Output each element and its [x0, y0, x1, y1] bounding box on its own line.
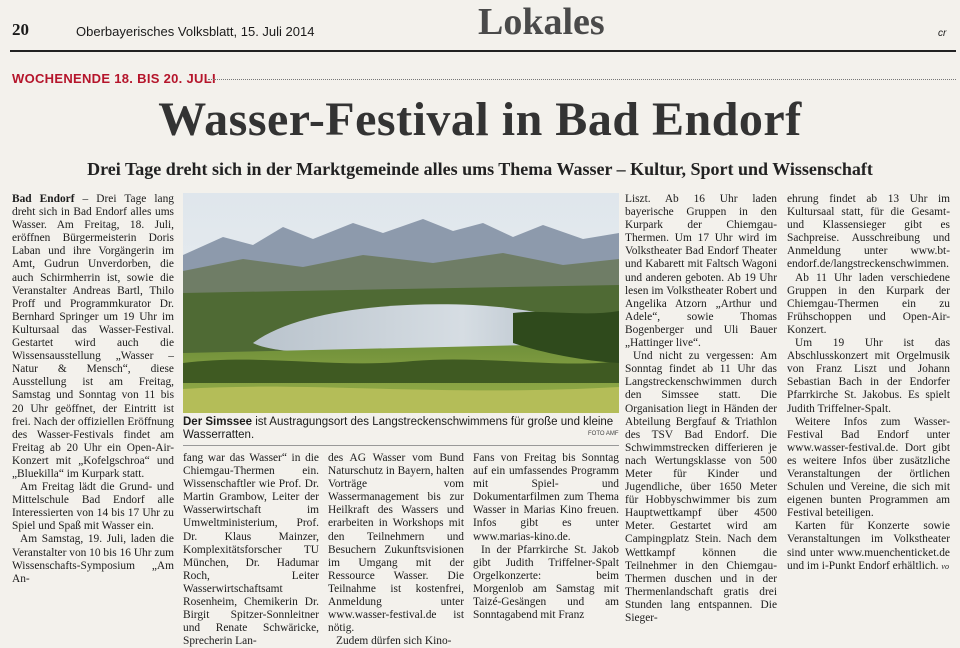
paragraph: Karten für Konzerte sowie Veranstaltungen im Volkstheater sind unter www.muenchenticket.de und im i-Punkt Endorf erhältlich. vo — [787, 520, 950, 572]
paragraph: ehrung findet ab 13 Uhr im Kultursaal statt, für die Gesamt- und Klassensieger gibt es Sachpreise. Ausschreibung und Anmeldung unter www.bt-endorf.de/langstreckenschwimmen. — [787, 193, 950, 271]
paragraph: Zudem dürfen sich Kino- — [336, 635, 452, 648]
kicker-dotted-line — [208, 79, 956, 80]
section-title: Lokales — [478, 1, 605, 43]
paragraph: In der Pfarrkirche St. Jakob gibt Judith Triffelner-Spalt Orgelkonzerte: beim Morgenlob am Samstag mit Taizé-Gesängen und am Sonntagabend mit Franz — [473, 543, 619, 622]
article-column-4 — [473, 452, 619, 622]
kicker: WOCHENENDE 18. BIS 20. JULI — [12, 71, 216, 86]
header-rule — [10, 50, 956, 52]
page-number: 20 — [12, 20, 29, 39]
article-column-6 — [787, 193, 950, 619]
corner-mark: cr — [938, 28, 947, 39]
paragraph: Fans von Freitag bis Sonntag auf ein umfassendes Programm mit Spiel- und Dokumentarfilmen zum Thema Wasser in Marias Kino freuen. Infos gibt es unter www.marias-kino.de. — [473, 452, 619, 543]
author-mark: vo — [941, 561, 949, 571]
paragraph: – Drei Tage lang dreht sich in Bad Endorf alles ums Wasser. Am Freitag, 18. Juli, eröffnen Bürgermeisterin Doris Laban und ihre Vorgängerin im Amt, Gudrun Unverdorben, die auch Schirmherrin ist, sowie die Veranstalter Andreas Bartl, Thilo Proff und Programmkurator Dr. Bernhard Springer um 19 Uhr im Kultursaal das Wasser-Festival. Gestartet wird auch die Wissensausstellung „Wasser – Natur & Mensch“, diese Ausstellung ist am Freitag, Samstag und Sonntag von 11 bis 20 Uhr geöffnet, der Eintritt ist frei. Nach der offiziellen Eröffnung des Wasser-Festivals findet am Freitag ab 20 Uhr ein Open-Air-Konzert mit „Kofelgschroa“ und „Bluekilla“ im Kurpark statt. — [12, 193, 174, 480]
article-column-1 — [12, 193, 174, 619]
caption-lead: Der Simssee — [183, 416, 253, 428]
paragraph: Weitere Infos zum Wasser-Festival Bad Endorf unter www.wasser-festival.de. Dort gibt es weitere Infos über zusätzliche Veranstaltungen der örtlichen Schulen und Vereine, die sich mit eigenen bunten Programmen am Festival beteiligen. — [787, 415, 950, 520]
photo-caption — [183, 416, 619, 442]
headline: Wasser-Festival in Bad Endorf — [158, 93, 802, 146]
paragraph: fang war das Wasser“ in die Chiemgau-Thermen ein. Wissenschaftler wie Prof. Dr. Martin Grambow, Leiter der Wasserwirtschaft im Umweltministerium, Prof. Dr. Klaus Mainzer, Komplexitätsforscher TU München, Dr. Hadumar Roch, Leiter Wasserwirtschaftsamt Rosenheim, Chemikerin Dr. Birgit Spitzer-Sonnleitner und Renate Schwäricke, Sprecherin Lan- — [183, 452, 319, 648]
caption-rule — [183, 445, 619, 446]
paragraph: Am Samstag, 19. Juli, laden die Veranstalter von 10 bis 16 Uhr zum Wissenschafts-Symposium „Am An- — [12, 533, 174, 585]
paper-name-date: Oberbayerisches Volksblatt, 15. Juli 2014 — [76, 24, 315, 39]
paragraph: Liszt. Ab 16 Uhr laden bayerische Gruppen in den Kurpark der Chiemgau-Thermen. Um 17 Uhr wird im Volkstheater Bad Endorf Theater und Kabarett mit Faltsch Wagoni und anderen geboten. Ab 19 Uhr lesen im Volkstheater Robert und Angelika Atzorn „Arthur und Adele“, sowie Thomas Bogenberger und Uli Bauer „Hattinger live“. — [625, 193, 777, 350]
article-column-5 — [625, 193, 777, 624]
paragraph: des AG Wasser vom Bund Naturschutz in Bayern, halten Vorträge vom Wassermanagement bis zur Heilkraft des Wassers und erarbeiten in Workshops mit den Teilnehmern und Besuchern Zukunftsvisionen im Umgang mit der Ressource Wasser. Die Teilnahme ist kostenfrei, Anmeldung unter www.wasser-festival.de ist nötig. — [328, 452, 465, 635]
paragraph: Und nicht zu vergessen: Am Sonntag findet ab 11 Uhr das Langstreckenschwimmen durch den Simssee statt. Die Organisation liegt in Händen der Abteilung Bergfauf & Triathlon des TSV Bad Endorf. Die Schwimmstrecken differieren je nach Wertungsklasse von 500 Meter für Kinder und Jugendliche, über 1650 Meter für Hobbyschwimmer bis zum Hauptwettkampf über 4500 Meter. Gestartet wird am Campingplatz Stein. Nach dem Wettkampf können die Teilnehmer in den Chiemgau-Thermen duschen und in der Thermenlandschaft gratis drei Stunden lang entspannen. Die Sieger- — [625, 350, 777, 624]
paragraph: Am Freitag lädt die Grund- und Mittelschule Bad Endorf alle Interessierten von 14 bis 17 Uhr zu Spiel und Spaß mit Wasser ein. — [12, 481, 174, 533]
paragraph: Um 19 Uhr ist das Abschlusskonzert mit Orgelmusik von Franz Liszt und Johann Sebastian Bach in der Endorfer Pfarrkirche St. Jakobus. Es spielt Judith Triffelner-Spalt. — [787, 337, 950, 415]
paragraph: Ab 11 Uhr laden verschiedene Gruppen in den Kurpark der Chiemgau-Thermen ein zu Frühschoppen und Open-Air-Konzert. — [787, 271, 950, 336]
subheadline: Drei Tage dreht sich in der Marktgemeinde alles ums Thema Wasser – Kultur, Sport und Wissenschaft — [87, 159, 873, 179]
article-column-2 — [183, 452, 319, 648]
caption-text: ist Austragungsort des Langstreckenschwimmens für große und kleine Wasserratten. — [183, 416, 614, 441]
simssee-photo — [183, 193, 619, 413]
article-column-3 — [328, 452, 465, 648]
dateline: Bad Endorf — [12, 193, 75, 205]
photo-credit: FOTO AMF — [588, 431, 619, 437]
